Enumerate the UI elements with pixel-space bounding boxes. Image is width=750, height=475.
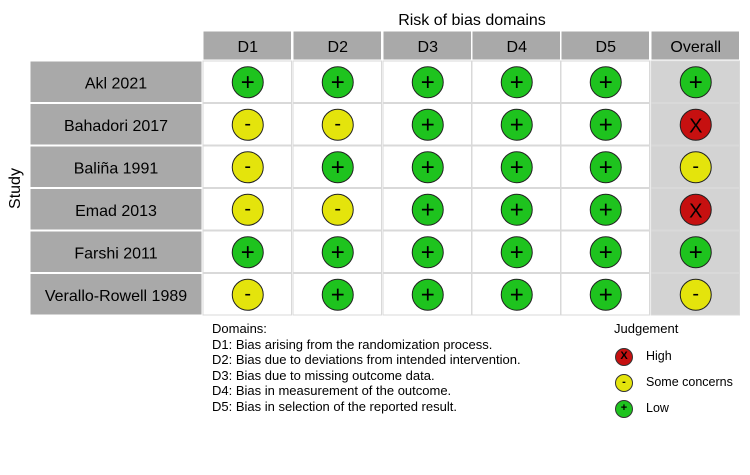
- judgement-legend-low: [614, 396, 733, 422]
- judgement-symbol: +: [420, 281, 435, 309]
- judgement-legend-some-concerns: [614, 370, 733, 396]
- y-axis-label: Study: [7, 168, 24, 209]
- judgement-symbol: +: [330, 153, 345, 181]
- judgement-symbol: +: [330, 281, 345, 309]
- judgement-symbol: +: [598, 238, 613, 266]
- study-label: Bahadori 2017: [63, 117, 169, 135]
- judgement-symbol: +: [598, 281, 613, 309]
- judgement-legend-title: Judgement: [614, 321, 679, 336]
- study-label: Verallo-Rowell 1989: [44, 287, 188, 305]
- judgement-symbol: +: [420, 196, 435, 224]
- study-label: Akl 2021: [84, 75, 148, 93]
- study-label: Emad 2013: [75, 202, 157, 220]
- judgement-symbol: -: [244, 155, 252, 178]
- judgement-symbol: +: [420, 153, 435, 181]
- study-label: Farshi 2011: [74, 245, 158, 263]
- judgement-symbol: +: [509, 281, 524, 309]
- judgement-symbol: +: [330, 238, 345, 266]
- domain-description-d4: D4: Bias in measurement of the outcome.: [212, 383, 452, 398]
- domain-description-d3: D3: Bias due to missing outcome data.: [212, 367, 435, 383]
- judgement-symbol: -: [692, 155, 700, 178]
- domains-legend-title: Domains:: [212, 321, 267, 336]
- header-label-d1: D1: [237, 39, 258, 56]
- domain-description-d2: D2: Bias due to deviations from intended intervention.: [212, 352, 521, 367]
- judgement-symbol: +: [598, 111, 613, 139]
- judgement-symbol: +: [598, 153, 613, 181]
- domains-legend: [212, 321, 521, 414]
- judgement-symbol: +: [598, 68, 613, 96]
- domain-description-d1: D1: Bias arising from the randomization process.: [212, 336, 493, 352]
- judgement-label-high: High: [646, 348, 672, 363]
- judgement-legend-high: [614, 344, 733, 370]
- judgement-label-low: Low: [646, 400, 669, 415]
- judgement-symbol: +: [240, 68, 255, 96]
- study-label: Baliña 1991: [73, 160, 159, 178]
- minus-icon: -: [615, 374, 633, 392]
- judgement-symbol: +: [420, 111, 435, 139]
- judgement-symbol: -: [334, 197, 342, 220]
- judgement-symbol: +: [509, 111, 524, 139]
- judgement-symbol: +: [420, 68, 435, 96]
- header-label-d5: D5: [595, 39, 616, 56]
- judgement-label-some-concerns: Some concerns: [646, 374, 733, 389]
- x-icon: X: [615, 348, 633, 366]
- judgement-legend: [614, 321, 733, 422]
- header-label-d3: D3: [417, 39, 438, 56]
- plus-icon: +: [615, 400, 633, 418]
- judgement-symbol: X: [689, 115, 703, 138]
- judgement-symbol: +: [688, 238, 703, 266]
- header-label-overall: Overall: [670, 39, 722, 56]
- judgement-symbol: +: [598, 196, 613, 224]
- judgement-symbol: -: [244, 282, 252, 305]
- header-label-d2: D2: [327, 39, 348, 56]
- header-label-d4: D4: [506, 39, 527, 56]
- judgement-symbol: -: [692, 282, 700, 305]
- judgement-symbol: -: [244, 197, 252, 220]
- domain-description-d5: D5: Bias in selection of the reported result.: [212, 398, 457, 414]
- chart-title: Risk of bias domains: [398, 12, 546, 29]
- judgement-symbol: +: [330, 68, 345, 96]
- judgement-symbol: -: [244, 112, 252, 135]
- judgement-symbol: +: [509, 196, 524, 224]
- judgement-symbol: +: [509, 153, 524, 181]
- judgement-symbol: +: [420, 238, 435, 266]
- judgement-symbol: +: [688, 68, 703, 96]
- judgement-symbol: +: [509, 68, 524, 96]
- judgement-symbol: +: [240, 238, 255, 266]
- judgement-symbol: -: [334, 112, 342, 135]
- judgement-symbol: X: [689, 200, 703, 223]
- judgement-symbol: +: [509, 238, 524, 266]
